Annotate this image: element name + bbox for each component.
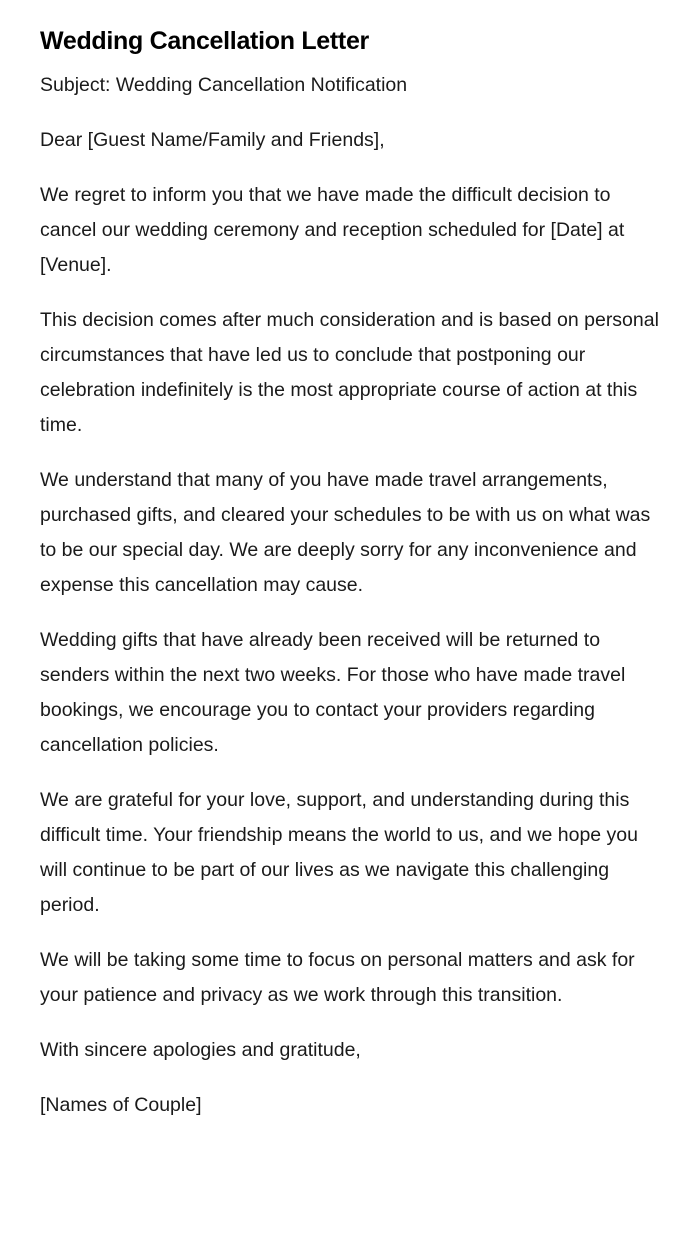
letter-closing: With sincere apologies and gratitude, <box>40 1039 361 1061</box>
letter-signature: [Names of Couple] <box>40 1094 202 1116</box>
letter-title: Wedding Cancellation Letter <box>40 27 369 55</box>
letter-paragraph-6: We will be taking some time to focus on personal matters and ask for your patience and privacy as we work through this transition. <box>40 949 635 1006</box>
letter-paragraph-1: We regret to inform you that we have made the difficult decision to cancel our wedding ceremony and reception scheduled for [Date] at [Venue]. <box>40 184 625 276</box>
letter-subject: Subject: Wedding Cancellation Notification <box>40 74 408 96</box>
letter-paragraph-5: We are grateful for your love, support, and understanding during this difficult time. Your friendship means the world to us, and we hope you will continue to be part of our lives as we navigate this challenging period. <box>40 789 638 916</box>
letter-paragraph-3: We understand that many of you have made travel arrangements, purchased gifts, and cleared your schedules to be with us on what was to be our special day. We are deeply sorry for any inconvenience and expense this cancellation may cause. <box>40 469 651 596</box>
letter-salutation: Dear [Guest Name/Family and Friends], <box>40 129 385 151</box>
letter-paragraph-2: This decision comes after much consideration and is based on personal circumstances that have led us to conclude that postponing our celebration indefinitely is the most appropriate course of action at this time. <box>40 309 659 436</box>
letter-paragraph-4: Wedding gifts that have already been received will be returned to senders within the next two weeks. For those who have made travel bookings, we encourage you to contact your providers regarding cancellation policies. <box>40 629 626 756</box>
